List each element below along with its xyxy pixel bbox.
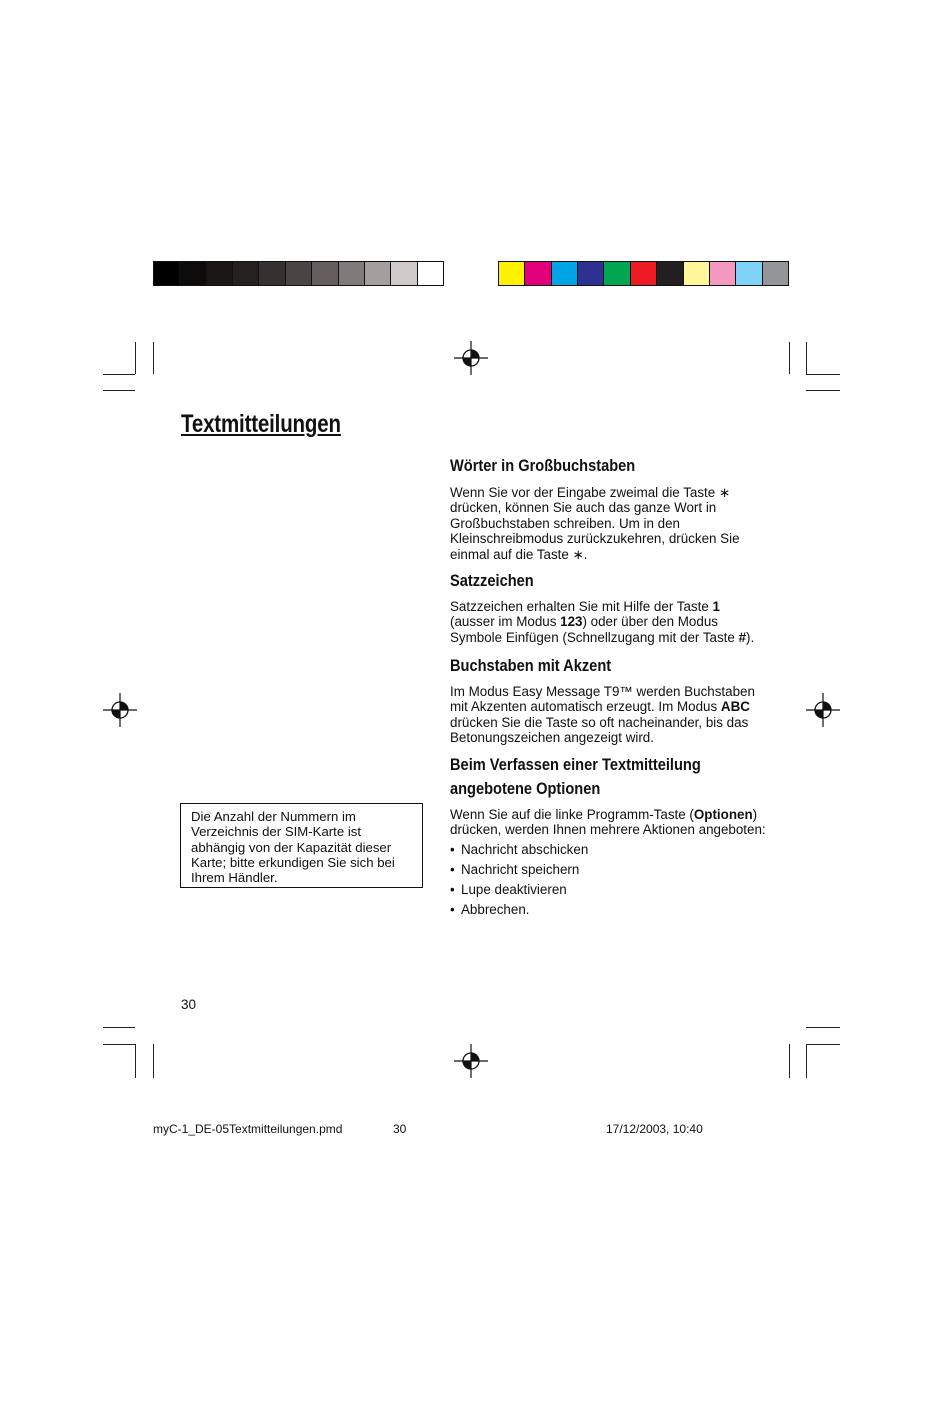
text-line: ) — [752, 807, 758, 822]
softkey-label: Optionen — [693, 807, 753, 822]
text-line: drücken Sie die Taste so oft nacheinander, bis das — [450, 714, 749, 730]
color-swatch — [578, 262, 604, 285]
color-swatch — [312, 262, 338, 285]
section-heading: Buchstaben mit Akzent — [450, 656, 612, 675]
list-item: • Abbrechen. — [450, 900, 780, 920]
registration-mark-icon — [806, 693, 840, 727]
crop-mark — [103, 1027, 135, 1028]
color-swatch — [525, 262, 551, 285]
color-swatch — [763, 262, 788, 285]
color-swatch — [391, 262, 417, 285]
section-body — [450, 485, 780, 562]
color-swatch — [233, 262, 259, 285]
crop-mark — [806, 390, 840, 391]
text-line: Betonungszeichen angezeigt wird. — [450, 730, 654, 746]
text-line: mit Akzenten automatisch erzeugt. Im Modus — [450, 699, 721, 715]
text-line: einmal auf die Taste ∗. — [450, 546, 588, 562]
footer-page: 30 — [393, 1122, 407, 1136]
color-swatch — [710, 262, 736, 285]
section-uppercase-words — [450, 454, 780, 562]
text-line: ) oder über den Modus — [582, 614, 718, 630]
text-line: (ausser im Modus — [450, 614, 561, 630]
color-swatch — [631, 262, 657, 285]
grayscale-color-bar — [153, 261, 444, 286]
crop-mark — [789, 1044, 790, 1078]
crop-mark — [789, 342, 790, 374]
section-accented-letters — [450, 654, 780, 746]
color-swatch — [499, 262, 525, 285]
section-heading: angebotene Optionen — [450, 779, 601, 798]
crop-mark — [103, 390, 135, 391]
color-swatch — [552, 262, 578, 285]
text-line: Wenn Sie auf die linke Programm-Taste ( — [450, 807, 694, 822]
mode-label: 123 — [560, 614, 583, 630]
section-heading: Beim Verfassen einer Textmitteilung — [450, 755, 701, 774]
color-swatch — [286, 262, 312, 285]
section-heading: Satzzeichen — [450, 571, 534, 590]
crop-mark — [135, 342, 136, 374]
note-line: abhängig von der Kapazität dieser — [191, 839, 392, 855]
note-line: Ihrem Händler. — [191, 870, 278, 886]
registration-mark-icon — [454, 1044, 488, 1078]
list-item: • Nachricht speichern — [450, 860, 780, 880]
crop-mark — [153, 1044, 154, 1078]
section-body — [450, 684, 780, 746]
list-item: • Lupe deaktivieren — [450, 880, 780, 900]
process-color-bar — [498, 261, 789, 286]
color-swatch — [365, 262, 391, 285]
text-line: Großbuchstaben schreiben. Um in den — [450, 515, 680, 531]
crop-mark — [103, 1044, 135, 1045]
color-swatch — [736, 262, 762, 285]
color-swatch — [339, 262, 365, 285]
note-line: Verzeichnis der SIM-Karte ist — [191, 824, 362, 840]
color-swatch — [154, 262, 180, 285]
color-swatch — [207, 262, 233, 285]
section-heading: Wörter in Großbuchstaben — [450, 456, 636, 475]
color-swatch — [418, 262, 443, 285]
page-title: Textmitteilungen — [181, 410, 341, 438]
text-line: Im Modus Easy Message T9™ werden Buchstaben — [450, 684, 755, 699]
page-number: 30 — [181, 997, 197, 1012]
list-item: • Nachricht abschicken — [450, 840, 780, 860]
section-body — [450, 807, 780, 838]
key-label: # — [738, 629, 747, 645]
crop-mark — [806, 374, 840, 375]
text-line: Wenn Sie vor der Eingabe zweimal die Taste ∗ — [450, 485, 731, 500]
section-composition-options — [450, 753, 780, 921]
color-swatch — [684, 262, 710, 285]
crop-mark — [135, 1044, 136, 1078]
section-punctuation — [450, 569, 780, 645]
color-swatch — [259, 262, 285, 285]
text-line: ). — [746, 629, 755, 645]
text-line: Symbole Einfügen (Schnellzugang mit der Taste — [450, 629, 739, 645]
crop-mark — [153, 342, 154, 374]
text-line: Satzzeichen erhalten Sie mit Hilfe der Taste — [450, 599, 713, 614]
text-line: Kleinschreibmodus zurückzukehren, drücken Sie — [450, 531, 740, 547]
info-note-box — [180, 803, 423, 888]
mode-label: ABC — [720, 699, 750, 715]
registration-mark-icon — [454, 341, 488, 375]
note-line: Die Anzahl der Nummern im — [191, 809, 356, 824]
crop-mark — [806, 1027, 840, 1028]
footer-filename: myC-1_DE-05Textmitteilungen.pmd — [153, 1122, 343, 1136]
crop-mark — [806, 1044, 840, 1045]
key-label: 1 — [712, 599, 720, 614]
color-swatch — [604, 262, 630, 285]
text-line: drücken, können Sie auch das ganze Wort in — [450, 500, 717, 516]
crop-mark — [806, 1044, 807, 1078]
color-swatch — [657, 262, 683, 285]
note-line: Karte; bitte erkundigen Sie sich bei — [191, 854, 395, 870]
crop-mark — [103, 374, 135, 375]
text-line: drücken, werden Ihnen mehrere Aktionen angeboten: — [450, 822, 766, 838]
registration-mark-icon — [103, 693, 137, 727]
color-swatch — [180, 262, 206, 285]
section-body — [450, 599, 780, 645]
options-list — [450, 840, 780, 921]
footer-datetime: 17/12/2003, 10:40 — [606, 1122, 703, 1136]
crop-mark — [806, 342, 807, 374]
